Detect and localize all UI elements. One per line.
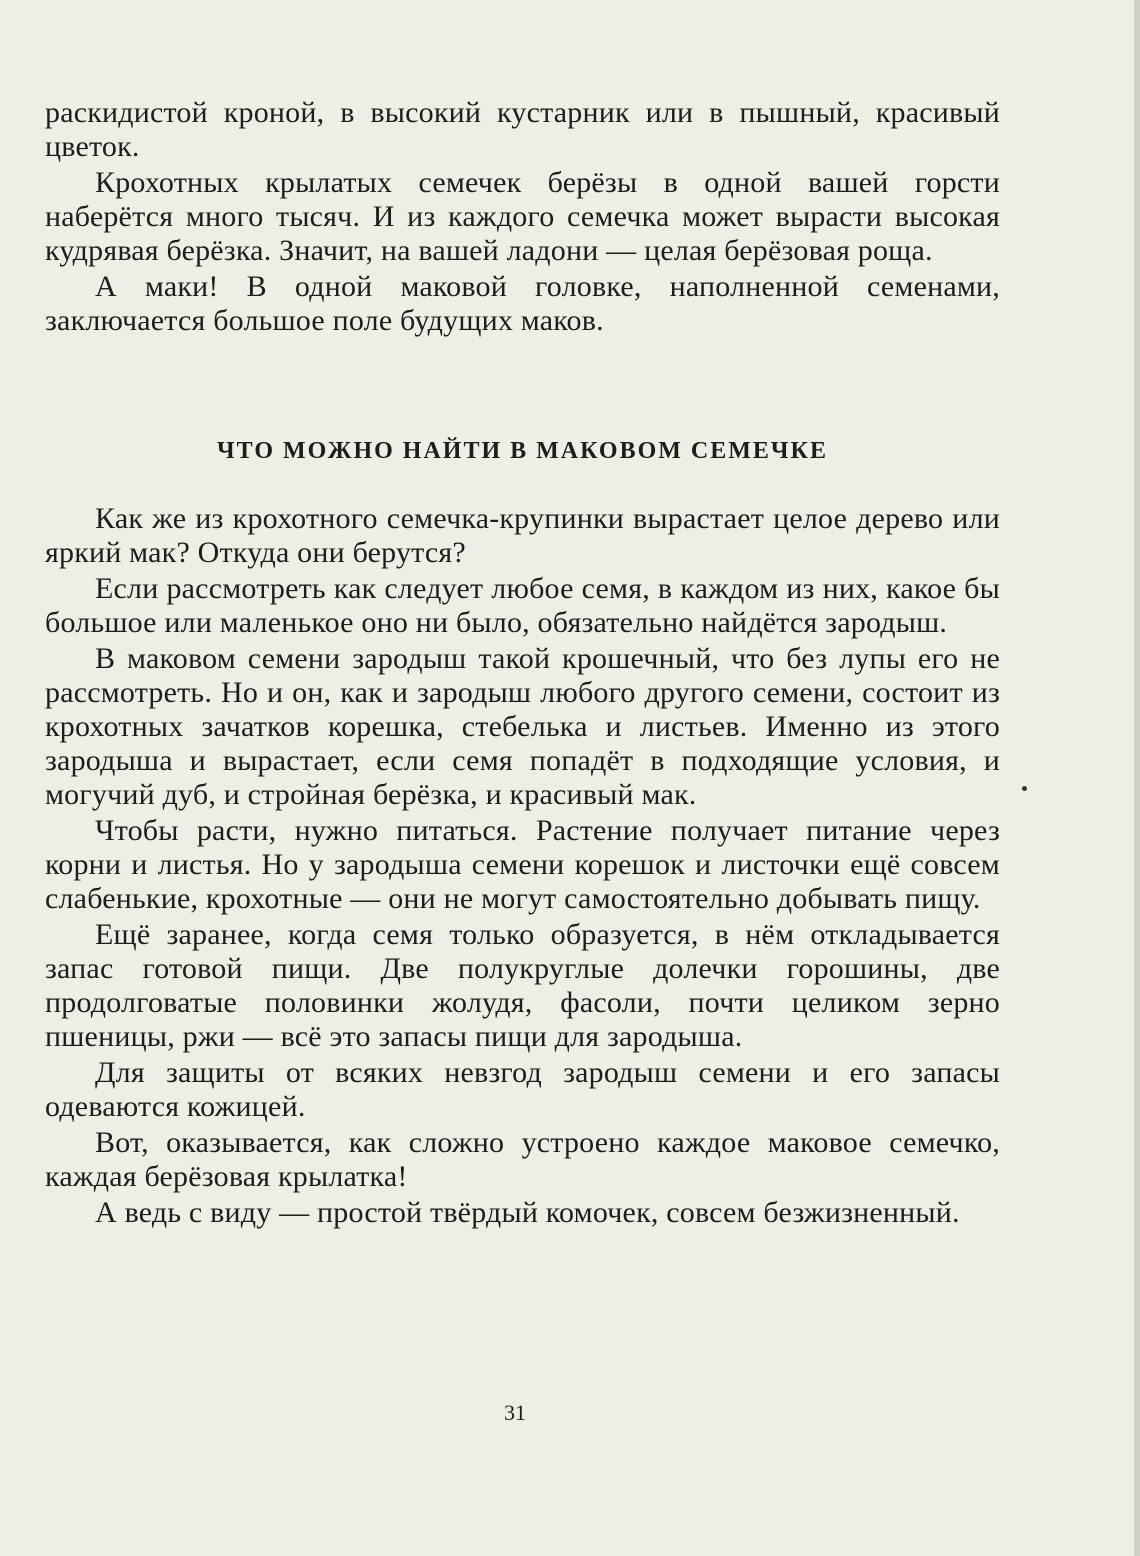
top-text-block <box>45 96 1000 338</box>
paragraph: А ведь с виду — простой твёрдый комочек, совсем безжизненный. <box>95 1196 960 1229</box>
body-text-block <box>45 502 1000 1230</box>
paragraph: Если рассмотреть как следует любое семя, в каждом из них, какое бы большое или маленькое оно ни было, обязательно найдётся зародыш. <box>45 572 1000 639</box>
paragraph: Как же из крохотного семечка-крупинки вырастает целое дерево или яркий мак? Откуда они берутся? <box>45 502 1000 569</box>
paragraph: Чтобы расти, нужно питаться. Растение получает питание через корни и листья. Но у зародыша семени корешок и листочки ещё совсем слабенькие, крохотные — они не могут самостоятельно добывать пищу. <box>45 814 1000 915</box>
paragraph: В маковом семени зародыш такой крошечный, что без лупы его не рассмотреть. Но и он, как и зародыш любого другого семени, состоит из крохотных зачатков корешка, стебелька и листьев. Именно из этого зародыша и вырастает, если семя попадёт в подходящие условия, и могучий дуб, и стройная берёзка, и красивый мак. <box>45 642 1000 811</box>
paragraph: Вот, оказывается, как сложно устроено каждое маковое семечко, каждая берёзовая крылатка! <box>45 1126 1000 1193</box>
paragraph: раскидистой кроной, в высокий кустарник или в пышный, красивый цветок. <box>45 96 1000 163</box>
paragraph: А маки! В одной маковой головке, наполненной семенами, заключается большое поле будущих маков. <box>45 270 1000 337</box>
paragraph: Крохотных крылатых семечек берёзы в одной вашей горсти наберётся много тысяч. И из каждого семечка может вырасти высокая кудрявая берёзка. Значит, на вашей ладони — целая берёзовая роща. <box>45 166 1000 267</box>
page-edge <box>1134 0 1140 1556</box>
ink-dot <box>1022 786 1027 791</box>
section-heading: ЧТО МОЖНО НАЙТИ В МАКОВОМ СЕМЕЧКЕ <box>217 438 828 464</box>
paragraph: Ещё заранее, когда семя только образуется, в нём откладывается запас готовой пищи. Две полукруглые долечки горошины, две продолговатые половинки жолудя, фасоли, почти целиком зерно пшеницы, ржи — всё это запасы пищи для зародыша. <box>45 918 1000 1053</box>
page-number: 31 <box>504 1400 526 1425</box>
paragraph: Для защиты от всяких невзгод зародыш семени и его запасы одеваются кожицей. <box>45 1056 1000 1123</box>
